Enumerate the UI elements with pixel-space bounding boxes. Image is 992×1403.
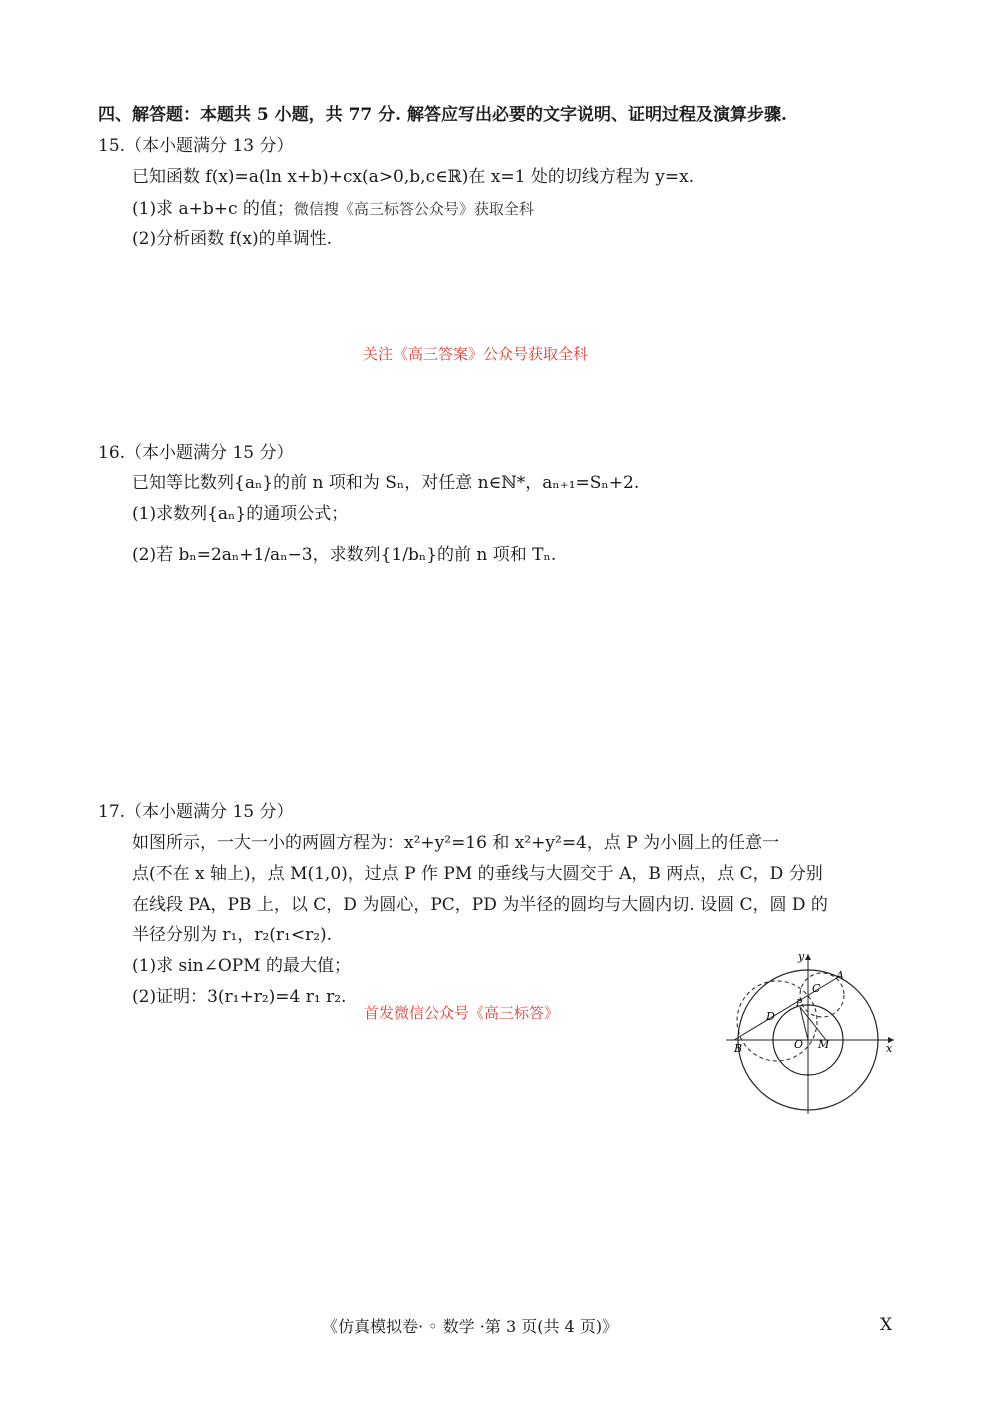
chord-ab [734,976,840,1040]
label-m: M [818,1038,830,1051]
q17-stem-line1: 如图所示，一大一小的两圆方程为：x²+y²=16 和 x²+y²=4，点 P 为小圆上的任意一 [132,833,780,853]
q16-heading: 16.（本小题满分 15 分） [98,443,294,463]
q17-stem-line2: 点(不在 x 轴上)，点 M(1,0)，过点 P 作 PM 的垂线与大圆交于 A，B 两点，点 C，D 分别 [132,864,823,884]
label-c: C [812,982,821,995]
circle-d [737,981,817,1061]
q16-part2: (2)若 bₙ=2aₙ+1/aₙ−3，求数列{1/bₙ}的前 n 项和 Tₙ. [132,545,557,565]
label-y: y [798,950,805,963]
q15-part1-watermark: 微信搜《高三标答公众号》获取全科 [293,200,534,218]
q15-heading: 15.（本小题满分 13 分） [98,136,294,156]
label-b: B [734,1042,743,1055]
q17-heading: 17.（本小题满分 15 分） [98,802,294,822]
circles-figure [722,948,902,1118]
label-a: A [836,969,844,982]
q15-stem: 已知函数 f(x)=a(ln x+b)+cx(a>0,b,c∈ℝ)在 x=1 处的切线方程为 y=x. [132,167,695,187]
q17-part2: (2)证明：3(r₁+r₂)=4 r₁ r₂. [132,987,347,1007]
label-o: O [794,1038,804,1051]
q17-stem-line3: 在线段 PA，PB 上，以 C，D 为圆心，PC，PD 为半径的圆均与大圆内切. 设圆 C，圆 D 的 [132,895,828,915]
y-axis-arrow [805,954,811,960]
q16-stem: 已知等比数列{aₙ}的前 n 项和为 Sₙ，对任意 n∈ℕ*，aₙ₊₁=Sₙ+2. [132,473,640,493]
watermark-red: 关注《高三答案》公众号获取全科 [363,345,589,363]
section-header: 四、解答题：本题共 5 小题，共 77 分. 解答应写出必要的文字说明、证明过程及演算步骤. [98,105,787,125]
page-footer: 《仿真模拟卷· ◦ 数学 ·第 3 页(共 4 页)》 [322,1317,619,1336]
q17-stem-line4: 半径分别为 r₁，r₂(r₁<r₂). [132,925,333,945]
q15-part1-row [132,198,534,220]
q15-part1: (1)求 a+b+c 的值； [132,199,294,219]
label-d: D [766,1010,775,1023]
q17-watermark: 首发微信公众号《高三标答》 [364,1004,560,1022]
q15-part2: (2)分析函数 f(x)的单调性. [132,229,333,249]
q16-part1: (1)求数列{aₙ}的通项公式； [132,504,349,524]
corner-mark: X [880,1315,893,1335]
q17-part1: (1)求 sin∠OPM 的最大值； [132,956,352,976]
label-x: x [886,1042,893,1055]
label-p: P [796,999,803,1009]
